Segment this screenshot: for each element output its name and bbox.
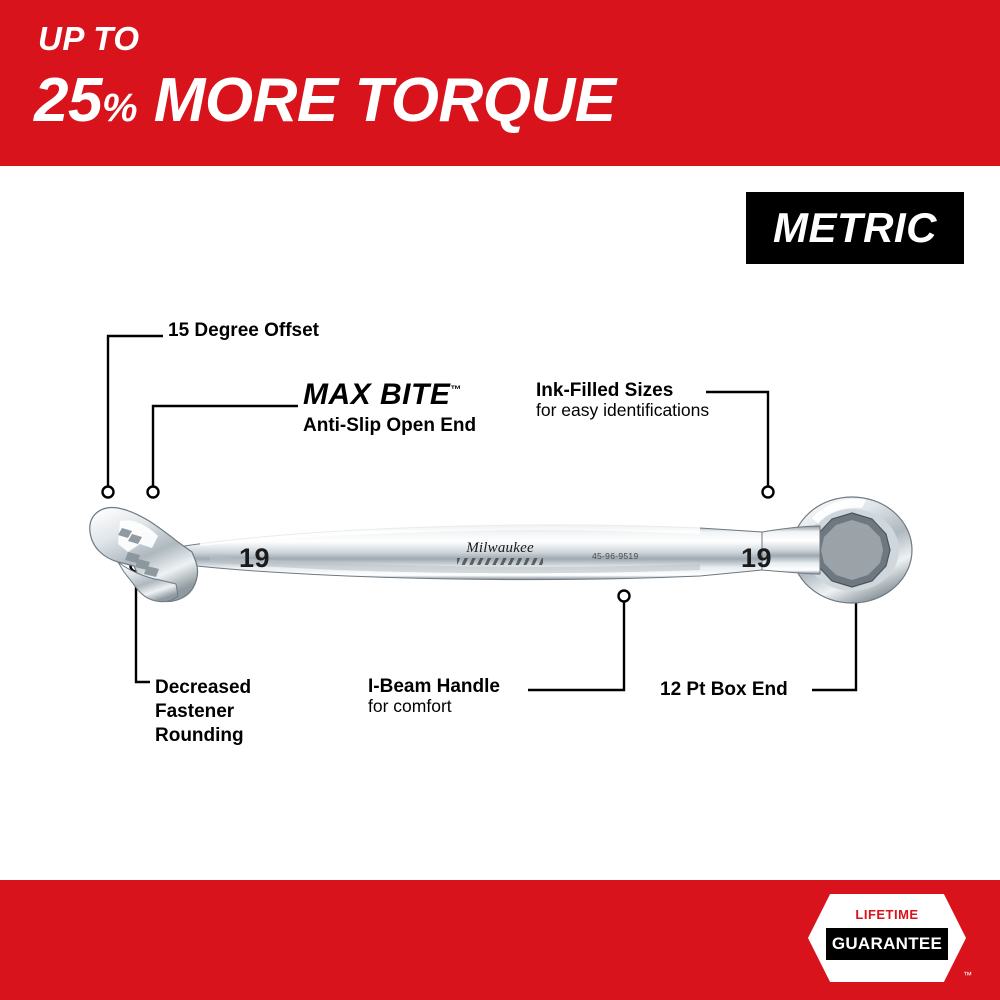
banner-headline bbox=[34, 66, 616, 135]
size-marking-left: 19 bbox=[239, 543, 271, 573]
callout-ibeam-title: I-Beam Handle bbox=[368, 676, 500, 697]
callout-decreased-fastener-rounding bbox=[155, 676, 251, 747]
banner-upto-text: UP TO bbox=[38, 20, 140, 57]
lifetime-guarantee-badge bbox=[808, 894, 972, 982]
brand-name: Milwaukee bbox=[466, 540, 534, 556]
top-banner bbox=[0, 0, 1000, 166]
guarantee-trademark-symbol: ™ bbox=[963, 970, 972, 980]
callout-ink-title: Ink-Filled Sizes bbox=[536, 380, 674, 401]
callout-max-bite bbox=[303, 378, 476, 436]
leader-lines bbox=[103, 336, 862, 690]
callout-ink-subtitle: for easy identifications bbox=[536, 400, 710, 421]
callout-boxend-title: 12 Pt Box End bbox=[660, 679, 788, 700]
wrench-illustration bbox=[0, 166, 1000, 880]
callout-decreased-line3: Rounding bbox=[155, 724, 244, 746]
brand-bars-icon bbox=[457, 558, 543, 565]
guarantee-lifetime-label: LIFETIME bbox=[855, 907, 919, 922]
callout-decreased-line1: Decreased bbox=[155, 677, 252, 698]
bottom-banner bbox=[0, 880, 1000, 1000]
callout-maxbite-title-text: MAX BITE bbox=[303, 378, 451, 411]
callout-15-degree-offset bbox=[168, 320, 319, 341]
callout-ink-filled-sizes bbox=[536, 380, 709, 421]
brand-logo bbox=[452, 541, 548, 565]
callout-offset-title: 15 Degree Offset bbox=[168, 320, 320, 341]
callout-decreased-line2: Fastener bbox=[155, 700, 235, 722]
guarantee-main-label: GUARANTEE bbox=[826, 928, 948, 960]
callout-i-beam-handle bbox=[368, 676, 500, 717]
callout-ibeam-subtitle: for comfort bbox=[368, 696, 452, 717]
part-code-marking: 45-96-9519 bbox=[592, 551, 639, 561]
banner-headline-rest: MORE TORQUE bbox=[137, 66, 616, 135]
size-marking-right: 19 bbox=[741, 543, 773, 573]
callout-maxbite-subtitle: Anti-Slip Open End bbox=[303, 414, 477, 436]
callout-12-pt-box-end bbox=[660, 679, 788, 700]
banner-headline-percent: % bbox=[101, 86, 138, 130]
metric-badge-label: METRIC bbox=[773, 204, 937, 251]
diagram-area bbox=[0, 166, 1000, 880]
callout-maxbite-title bbox=[303, 378, 476, 412]
banner-headline-number: 25 bbox=[34, 66, 102, 135]
trademark-symbol: ™ bbox=[450, 384, 462, 396]
